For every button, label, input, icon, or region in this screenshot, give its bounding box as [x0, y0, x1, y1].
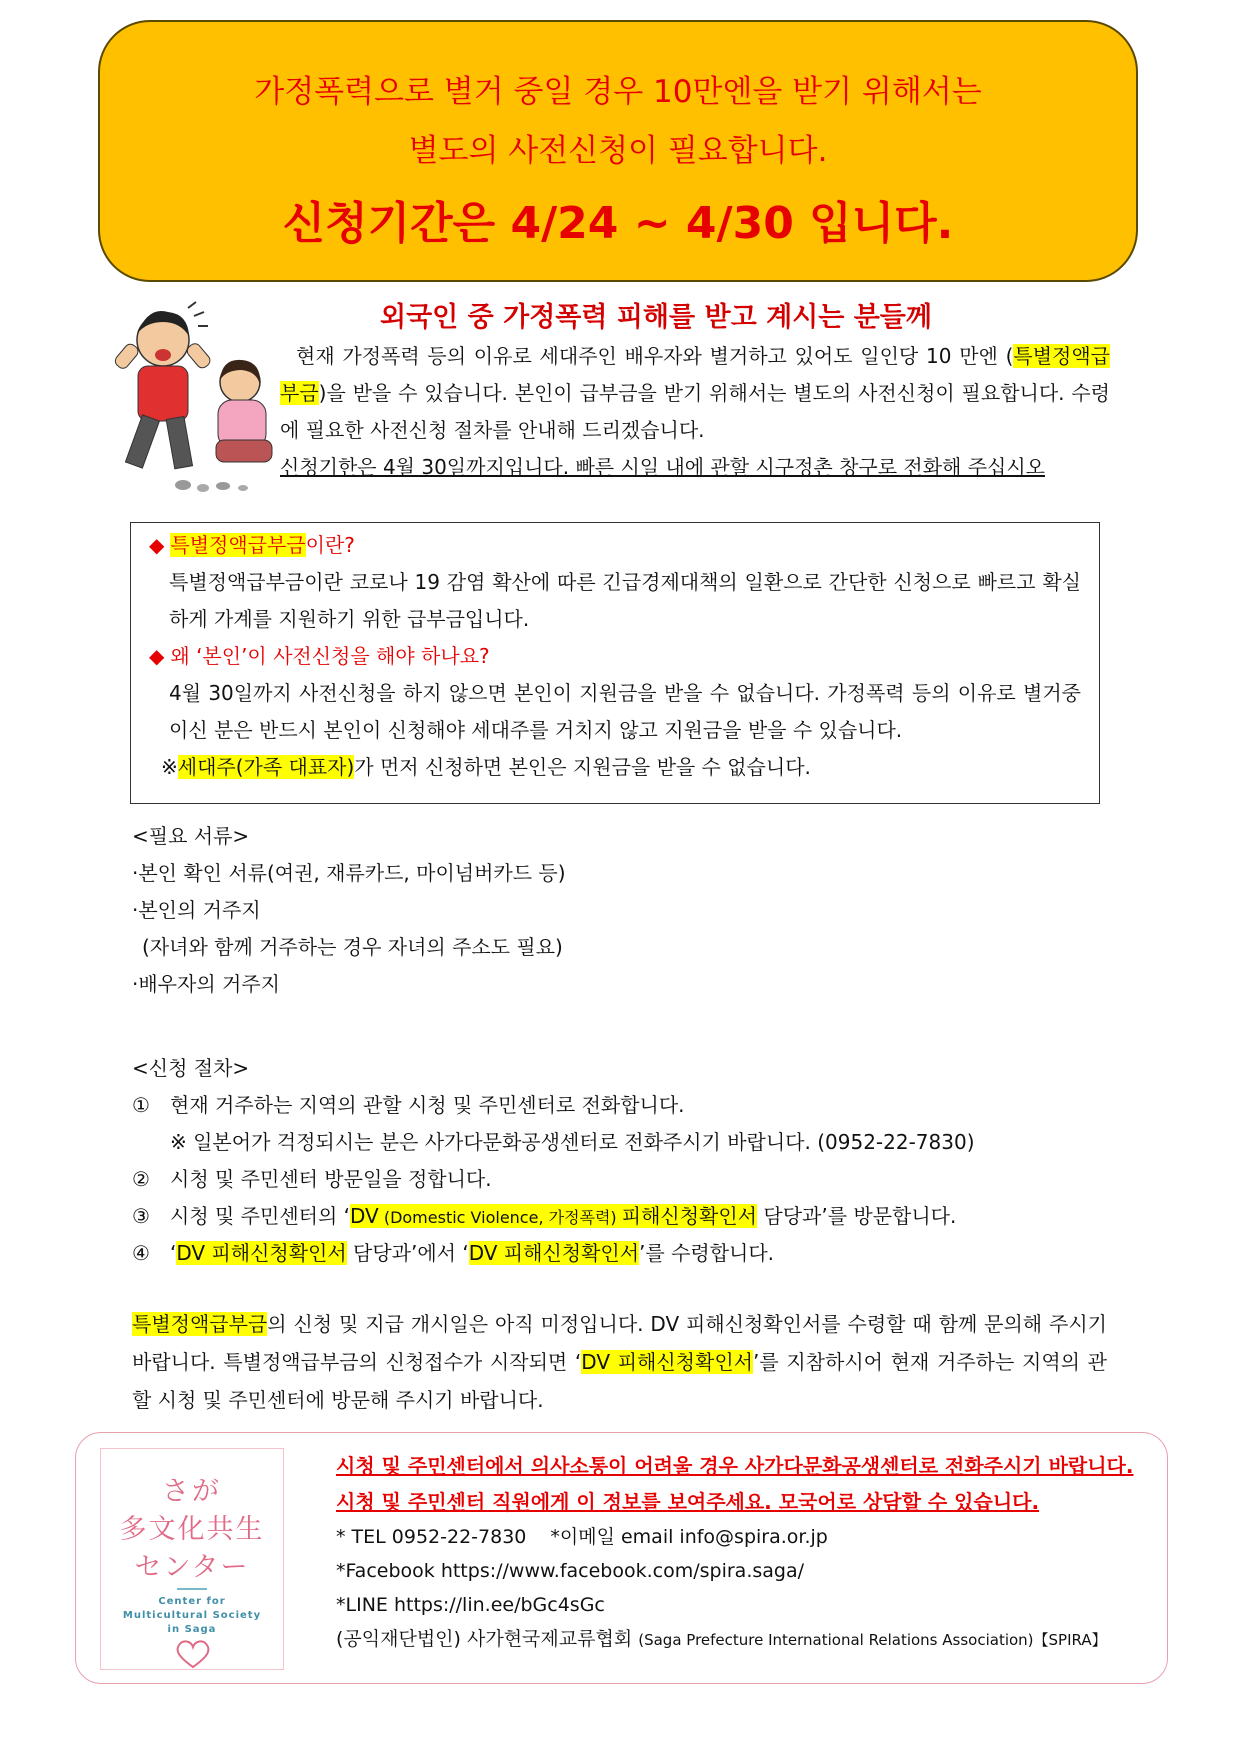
closing-paragraph: [132, 1305, 1107, 1419]
note-text: 가 먼저 신청하면 본인은 지원금을 받을 수 없습니다.: [354, 755, 811, 779]
deadline-note: 신청기한은 4월 30일까지입니다. 빠른 시일 내에 관할 시구정촌 창구로 전화해 주십시오: [280, 455, 1045, 479]
faq-question-2: [149, 638, 490, 675]
closing-text-2: ’를 지참하시어 현재 거주하는 지역의 관할 시청 및 주민센터에 방문해 주시기 바랍니다.: [132, 1350, 1107, 1412]
contact-tel: * TEL 0952-22-7830: [336, 1526, 527, 1548]
organization-name: (공익재단법인) 사가현국제교류협회: [336, 1628, 633, 1650]
application-steps: [132, 1050, 1112, 1272]
contact-facebook[interactable]: *Facebook https://www.facebook.com/spira.saga/: [336, 1560, 805, 1582]
step-text: 시청 및 주민센터 방문일을 정합니다.: [170, 1167, 492, 1191]
banner-line-2: 별도의 사전신청이 필요합니다.: [408, 133, 828, 169]
logo-divider: [177, 1588, 207, 1590]
step-1: [132, 1087, 1112, 1124]
step-3-text-a: 시청 및 주민센터의 ‘: [170, 1204, 350, 1228]
logo-en-2: Multicultural Society: [122, 1610, 262, 1621]
closing-highlight-1: 특별정액급부금: [132, 1312, 268, 1336]
contact-notice-1: 시청 및 주민센터에서 의사소통이 어려울 경우 사가다문화공생센터로 전화주시기 바랍니다.: [336, 1454, 1134, 1478]
faq-question-2-text: 왜 ‘본인’이 사전신청을 해야 하나요?: [170, 644, 490, 668]
dv-explanation: (Domestic Violence, 가정폭력): [378, 1208, 622, 1227]
step-4-highlight-1: DV 피해신청확인서: [176, 1241, 347, 1265]
logo-en-3: in Saga: [167, 1624, 217, 1635]
logo-text-3: センター: [134, 1552, 250, 1583]
step-note: ※ 일본어가 걱정되시는 분은 사가다문화공생센터로 전화주시기 바랍니다. (0952-22-7830): [170, 1130, 975, 1154]
step-4-highlight-2: DV 피해신청확인서: [468, 1241, 640, 1265]
logo-text-2: 多文化共生: [119, 1514, 265, 1545]
list-item: ·배우자의 거주지: [132, 972, 280, 996]
saga-center-logo: [100, 1448, 284, 1670]
contact-email[interactable]: *이메일 email info@spira.or.jp: [550, 1526, 828, 1548]
faq-answer-1: 특별정액급부금이란 코로나 19 감염 확산에 따른 긴급경제대책의 일환으로 간단한 신청으로 빠르고 확실하게 가계를 지원하기 위한 급부금입니다.: [169, 570, 1081, 631]
step-4-text-b: 담당과’에서 ‘: [346, 1241, 469, 1265]
faq-answer-2: 4월 30일까지 사전신청을 하지 않으면 본인이 지원금을 받을 수 없습니다. 가정폭력 등의 이유로 별거중이신 분은 반드시 본인이 신청해야 세대주를 거치지 않고 지원금을 받을 수 있습니다.: [169, 681, 1081, 742]
logo-text-1: さが: [162, 1476, 222, 1507]
step-3-highlight: [350, 1204, 757, 1228]
step-text: 현재 거주하는 지역의 관할 시청 및 주민센터로 전화합니다.: [170, 1093, 685, 1117]
step-3: [132, 1198, 1112, 1235]
required-documents: [132, 818, 1092, 1003]
organization: [336, 1622, 1156, 1657]
step-3-text-b: 담당과’를 방문합니다.: [757, 1204, 957, 1228]
step-number: ③: [132, 1204, 150, 1228]
organization-name-en: (Saga Prefecture International Relations Association)【SPIRA】: [638, 1631, 1107, 1649]
logo-english: [101, 1595, 283, 1637]
dv-certificate-label: 피해신청확인서: [621, 1204, 758, 1228]
intro-text-b: )을 받을 수 있습니다. 본인이 급부금을 받기 위해서는 별도의 사전신청이 필요합니다. 수령에 필요한 사전신청 절차를 안내해 드리겠습니다.: [280, 381, 1110, 442]
heart-icon: [173, 1639, 213, 1669]
diamond-icon: ◆: [149, 533, 165, 557]
intro-text: [280, 338, 1110, 486]
contact-line[interactable]: *LINE https://lin.ee/bGc4sGc: [336, 1594, 605, 1616]
faq-question-1-highlight: 특별정액급부금: [170, 533, 306, 557]
step-number: ②: [132, 1167, 150, 1191]
domestic-violence-illustration: [108, 300, 288, 500]
contact-tel-email: [336, 1520, 1156, 1554]
contact-info: [336, 1448, 1156, 1657]
step-4-text-c: ’를 수령합니다.: [639, 1241, 775, 1265]
closing-highlight-2: DV 피해신청확인서: [581, 1350, 753, 1374]
logo-en-1: Center for: [158, 1596, 226, 1607]
step-2: [132, 1161, 1112, 1198]
step-number: ④: [132, 1241, 150, 1265]
reference-mark: ※: [161, 755, 178, 779]
intro-text-a: 현재 가정폭력 등의 이유로 세대주인 배우자와 별거하고 있어도 일인당 10 만엔 (: [296, 344, 1014, 368]
step-number: ①: [132, 1093, 150, 1117]
faq-question-1-text: 이란?: [305, 533, 355, 557]
announcement-banner: [98, 20, 1138, 282]
step-text: [170, 1198, 956, 1236]
faq-question-1: [149, 527, 355, 564]
highlight-special-benefit: 특별정액급부금: [280, 344, 1110, 405]
banner-period: 신청기간은 4/24 ~ 4/30 입니다.: [282, 198, 954, 249]
step-text: [170, 1235, 774, 1272]
faq-box: [130, 522, 1100, 804]
documents-title: <필요 서류>: [132, 824, 250, 848]
diamond-icon: ◆: [149, 644, 165, 668]
list-item: ·본인의 거주지: [132, 898, 261, 922]
list-item: ·본인 확인 서류(여권, 재류카드, 마이넘버카드 등): [132, 861, 566, 885]
note-highlight: 세대주(가족 대표자): [177, 755, 355, 779]
steps-title: <신청 절차>: [132, 1056, 250, 1080]
step-4-text-a: ‘: [170, 1241, 177, 1265]
banner-line-1: 가정폭력으로 별거 중일 경우 10만엔을 받기 위해서는: [254, 74, 982, 110]
intro-paragraph: [280, 338, 1110, 449]
step-1-note: [132, 1124, 1112, 1161]
dv-label: DV: [350, 1204, 379, 1228]
contact-notice-2: 시청 및 주민센터 직원에게 이 정보를 보여주세요. 모국어로 상담할 수 있습니다.: [336, 1490, 1040, 1514]
list-item: (자녀와 함께 거주하는 경우 자녀의 주소도 필요): [142, 935, 563, 959]
page-heading: 외국인 중 가정폭력 피해를 받고 계시는 분들께: [380, 302, 932, 333]
faq-note: [161, 749, 1073, 786]
step-4: [132, 1235, 1112, 1272]
closing-text-1: 의 신청 및 지급 개시일은 아직 미정입니다. DV 피해신청확인서를 수령할 때 함께 문의해 주시기 바랍니다. 특별정액급부금의 신청접수가 시작되면 ‘: [132, 1312, 1107, 1374]
